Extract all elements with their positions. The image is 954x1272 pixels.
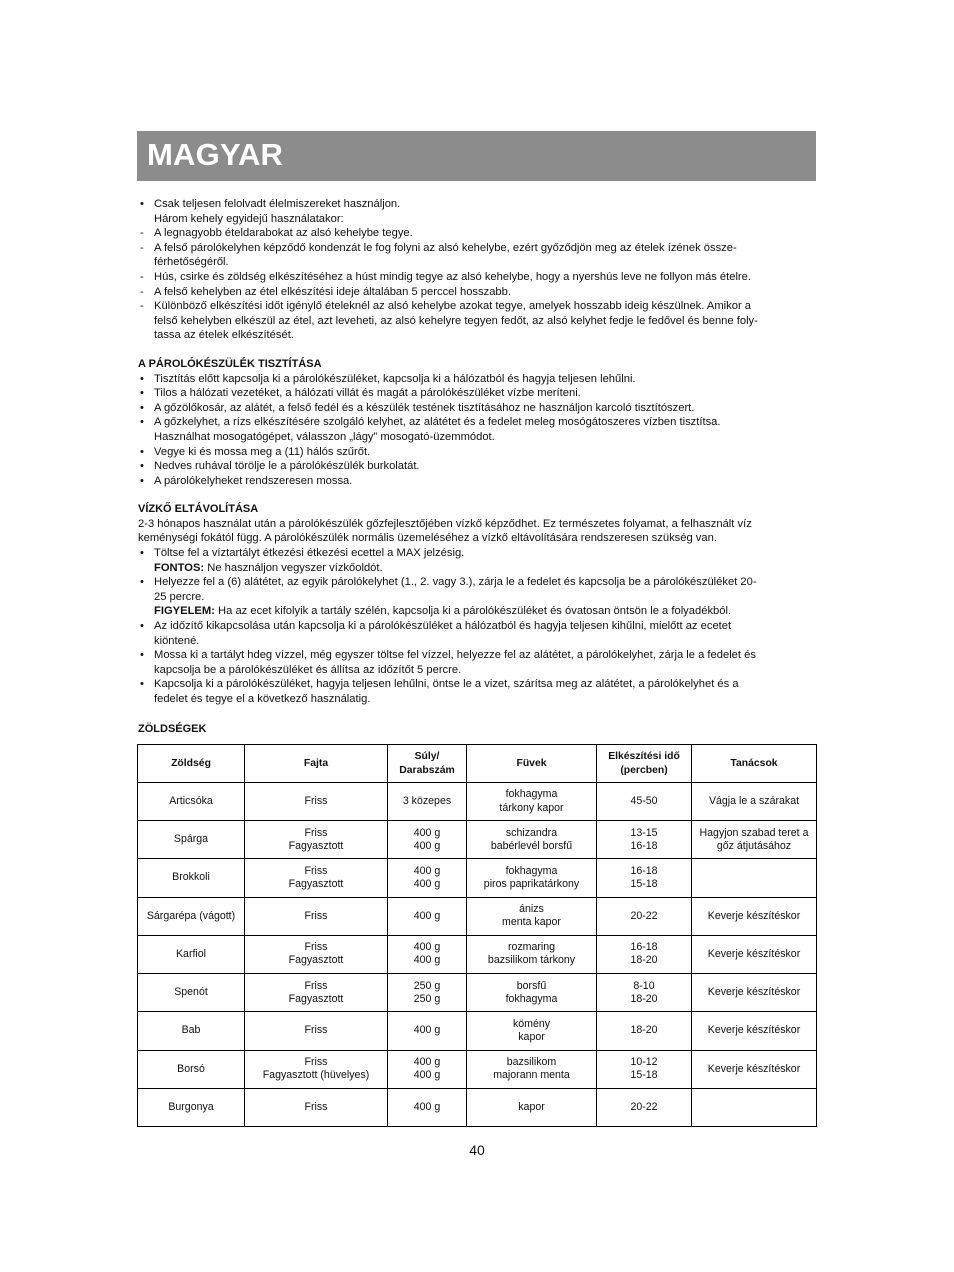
- cell-text: 8-10: [633, 979, 655, 992]
- table-cell: [597, 897, 692, 935]
- table-cell: [388, 1012, 467, 1050]
- text-line: férhetőségéről.: [154, 256, 229, 269]
- text-line: Vegye ki és mossa meg a (11) hálós szűrőt.: [154, 445, 371, 458]
- cell-text: 20-22: [630, 1100, 658, 1113]
- table-cell: [597, 974, 692, 1012]
- table-cell: [138, 821, 245, 859]
- cell-text: Friss: [304, 1100, 328, 1113]
- list-item-text: [154, 474, 814, 489]
- cell-text: rozmaring: [507, 941, 556, 954]
- text-line: Tilos a hálózati vezetéket, a hálózati villát és magát a párolókészüléket vízbe meríteni.: [154, 387, 581, 400]
- table-row: [138, 783, 817, 821]
- table-cell: [467, 1012, 597, 1050]
- text-line: Helyezze fel a (6) alátétet, az egyik párolókelyhet (1., 2. vagy 3.), zárja le a fedelet és kapcsolja be a párolókészüléket 20-: [154, 576, 757, 589]
- cell-text: Bab: [181, 1024, 201, 1037]
- header-text: Zöldség: [171, 757, 211, 769]
- header-text: Fajta: [303, 757, 329, 769]
- table-cell: [138, 897, 245, 935]
- list-item: [138, 197, 814, 226]
- list-item-text: [154, 386, 814, 401]
- cell-text: 18-20: [630, 992, 658, 1005]
- cell-text: Fagyasztott (hüvelyes): [262, 1069, 370, 1082]
- list-item: [138, 299, 814, 343]
- list-item-text: [154, 299, 814, 343]
- text-line: A gőzölőkosár, az alátét, a felső fedél és a készülék testének tisztításához ne használjon karcoló tisztítószert.: [154, 401, 695, 414]
- table-cell: [245, 974, 388, 1012]
- header-text: Tanácsok: [730, 757, 778, 769]
- table-cell: [597, 1012, 692, 1050]
- table-row: [138, 821, 817, 859]
- cell-text: 18-20: [630, 1024, 658, 1037]
- cell-text: kömény: [512, 1017, 551, 1030]
- table-cell: [467, 935, 597, 973]
- intro-line: keménységi fokától függ. A párolókészülék normális üzemeléséhez a vízkő eltávolítására rendszeresen szükség van.: [138, 532, 717, 545]
- text-line: fedelet és tegye el a következő használatig.: [154, 693, 371, 705]
- table-cell: [388, 1050, 467, 1088]
- table-cell: [597, 859, 692, 897]
- bullet-marker: •: [140, 547, 144, 560]
- list-item-text: [154, 677, 814, 706]
- table-cell: [692, 821, 817, 859]
- table-cell: [388, 821, 467, 859]
- cell-text: Borsó: [177, 1062, 205, 1075]
- bullet-marker: •: [140, 474, 144, 487]
- section-heading-descaling: VÍZKŐ ELTÁVOLÍTÁSA: [138, 503, 259, 516]
- text-line: A gőzkelyhet, a rízs elkészítésére szolgáló kelyhet, az alátétet és a fedelet meleg mosógátoszeres vízben tisztítsa.: [154, 416, 721, 429]
- list-item: [138, 415, 814, 444]
- text-line: Hús, csirke és zöldség elkészítéséhez a húst mindig tegye az alsó kehelybe, hogy a nyershús leve ne follyon más ételre.: [154, 270, 751, 283]
- important-note: [154, 561, 814, 576]
- list-item-text: [154, 575, 814, 619]
- cell-text: 10-12: [630, 1055, 658, 1068]
- table-cell: [245, 1012, 388, 1050]
- table-cell: [597, 783, 692, 821]
- cell-text: 13-15: [630, 826, 658, 839]
- bullet-marker: •: [140, 445, 144, 458]
- header-text: Füvek: [516, 757, 547, 769]
- list-item: [138, 241, 814, 270]
- bullet-marker: -: [140, 285, 144, 298]
- list-item-text: [154, 226, 814, 241]
- table-cell: [388, 859, 467, 897]
- cell-text: Fagyasztott: [288, 839, 344, 852]
- cell-text: 16-18: [630, 864, 658, 877]
- text-line: Az időzítő kikapcsolása után kapcsolja ki a párolókészüléket a hálózatból és hagyja teljesen kihűlni, mielőtt az ecetet: [154, 620, 732, 633]
- cell-text: Spárga: [173, 833, 209, 846]
- cell-text: 15-18: [630, 1069, 658, 1082]
- bullet-marker: -: [140, 300, 144, 313]
- table-cell: [467, 1050, 597, 1088]
- table-row: [138, 859, 817, 897]
- cell-text: Keverje készítéskor: [707, 909, 801, 922]
- table-cell: [597, 821, 692, 859]
- cell-text: Fagyasztott: [288, 954, 344, 967]
- table-cell: [597, 1088, 692, 1126]
- descaling-list: [138, 619, 814, 707]
- cell-text: 18-20: [630, 954, 658, 967]
- cell-text: Articsóka: [169, 795, 213, 807]
- table-cell: [467, 897, 597, 935]
- usage-list: [138, 197, 814, 343]
- cell-text: Karfiol: [175, 947, 207, 960]
- list-item: [138, 270, 814, 285]
- text-line: Mossa ki a tartályt hdeg vízzel, még egyszer töltse fel vízzel, helyezze fel az alátétet, a párolókelyhet, zárja le a fedelet és: [154, 649, 756, 662]
- cell-text: kapor: [518, 1030, 545, 1043]
- cell-text: 400 g: [413, 864, 441, 877]
- cell-text: 16-18: [630, 839, 658, 852]
- text-line: A legnagyobb ételdarabokat az alsó kehelybe tegye.: [154, 227, 413, 240]
- cell-text: fokhagyma: [505, 992, 558, 1005]
- list-item-text: [154, 459, 814, 474]
- text-line: 25 percre.: [154, 590, 205, 603]
- table-cell: [245, 783, 388, 821]
- note-text: Ne használjon vegyszer vízkőoldót.: [204, 561, 383, 574]
- table-cell: [692, 783, 817, 821]
- cell-text: 400 g: [413, 1069, 441, 1082]
- cell-text: gőz átjutásához: [716, 839, 792, 852]
- note-text: Ha az ecet kifolyik a tartály szélén, kapcsolja ki a párolókészüléket és óvatosan öntsön le a folyadékból.: [214, 605, 732, 618]
- page-number: 40: [469, 1142, 485, 1158]
- cell-text: Fagyasztott: [288, 878, 344, 891]
- bullet-marker: •: [140, 401, 144, 414]
- table-cell: [388, 897, 467, 935]
- list-item: [138, 372, 814, 387]
- table-cell: [138, 935, 245, 973]
- table-header: [138, 745, 817, 783]
- list-item-text: [154, 372, 814, 387]
- column-header: [467, 745, 597, 783]
- list-item: [138, 386, 814, 401]
- column-header: [388, 745, 467, 783]
- cell-text: 400 g: [413, 839, 441, 852]
- column-header: [138, 745, 245, 783]
- cell-text: babérlevél borsfű: [490, 839, 573, 852]
- text-line: A párolókelyheket rendszeresen mossa.: [154, 474, 353, 487]
- table-row: [138, 935, 817, 973]
- table-cell: [692, 897, 817, 935]
- bullet-marker: •: [140, 678, 144, 691]
- table-cell: [138, 1088, 245, 1126]
- cell-text: 400 g: [413, 1100, 441, 1113]
- cell-text: borsfű: [516, 979, 547, 992]
- cell-text: 400 g: [413, 878, 441, 891]
- list-item-text: [154, 648, 814, 677]
- section-heading-cleaning: A PÁROLÓKÉSZÜLÉK TISZTÍTÁSA: [138, 357, 322, 370]
- cell-text: Keverje készítéskor: [707, 947, 801, 960]
- table-cell: [692, 974, 817, 1012]
- cell-text: 400 g: [413, 1055, 441, 1068]
- table-cell: [388, 1088, 467, 1126]
- cell-text: majorann menta: [493, 1069, 570, 1082]
- title-banner: [137, 131, 816, 181]
- page-title: MAGYAR: [147, 137, 284, 172]
- table-cell: [138, 783, 245, 821]
- cell-text: piros paprikatárkony: [483, 878, 580, 891]
- table-row: [138, 897, 817, 935]
- cell-text: 16-18: [630, 941, 658, 954]
- note-label: FONTOS:: [154, 561, 205, 574]
- cell-text: 400 g: [413, 909, 441, 922]
- list-item-text: [154, 546, 814, 575]
- section-heading-vegetables: ZÖLDSÉGEK: [138, 722, 207, 735]
- bullet-marker: •: [140, 620, 144, 633]
- text-line: kapcsolja be a párolókészüléket és állítsa az időzítőt 5 percre.: [154, 663, 462, 676]
- table-cell: [692, 1012, 817, 1050]
- intro-line: 2-3 hónapos használat után a párolókészülék gőzfejlesztőjében vízkő képződhet. Ez természetes folyamat, a felhasznált víz: [138, 517, 752, 530]
- list-item: [138, 648, 814, 677]
- cell-text: Hagyjon szabad teret a: [699, 826, 809, 839]
- cell-text: Friss: [304, 1024, 328, 1037]
- text-line: A felső párolókelyhen képződő kondenzát le fog folyni az alsó kehelybe, ezért győződjön meg az ételek ízének össze-: [154, 241, 737, 254]
- cell-text: fokhagyma: [505, 864, 558, 877]
- table-row: [138, 1050, 817, 1088]
- cell-text: Keverje készítéskor: [707, 986, 801, 999]
- cell-text: bazsilikom tárkony: [487, 954, 576, 967]
- cell-text: 20-22: [630, 909, 658, 922]
- table-cell: [245, 821, 388, 859]
- text-line: Csak teljesen felolvadt élelmiszereket használjon.: [154, 198, 401, 210]
- list-item-text: [154, 415, 814, 444]
- column-header: [245, 745, 388, 783]
- bullet-marker: -: [140, 241, 144, 254]
- cell-text: Friss: [304, 795, 328, 807]
- table-cell: [692, 1088, 817, 1126]
- column-header: [597, 745, 692, 783]
- cell-text: Vágja le a szárakat: [708, 795, 800, 807]
- table-cell: [388, 783, 467, 821]
- header-text: Elkészítési idő: [608, 751, 680, 763]
- cell-text: Burgonya: [168, 1100, 214, 1113]
- text-line: Nedves ruhával törölje le a párolókészülék burkolatát.: [154, 460, 420, 473]
- list-item: [138, 619, 814, 648]
- table-cell: [692, 859, 817, 897]
- table-cell: [138, 974, 245, 1012]
- table-cell: [467, 859, 597, 897]
- cell-text: 400 g: [413, 826, 441, 839]
- table-cell: [245, 1050, 388, 1088]
- text-line: Töltse fel a víztartályt étkezési étkezési ecettel a MAX jelzésig.: [154, 547, 465, 560]
- table-cell: [245, 897, 388, 935]
- list-item-text: [154, 270, 814, 285]
- text-line: felső kehelyben elkészül az étel, azt leveheti, az alsó kehelyre tegyen fedőt, az alsó kelyhet fedje le fedővel és benne foly-: [154, 314, 758, 327]
- list-item: [138, 445, 814, 460]
- bullet-marker: •: [140, 198, 144, 210]
- list-item: [138, 474, 814, 489]
- text-line: Használhat mosogatógépet, válasszon „lágy” mosogató-üzemmódot.: [154, 430, 495, 443]
- content: [138, 197, 814, 736]
- cell-text: ánizs: [519, 903, 544, 916]
- text-line: Három kehely egyidejű használatakor:: [154, 212, 344, 225]
- table-cell: [138, 859, 245, 897]
- table-cell: [692, 935, 817, 973]
- vegetable-table: [137, 744, 817, 1127]
- list-item-text: [154, 241, 814, 270]
- table-cell: [467, 821, 597, 859]
- table-row: [138, 1088, 817, 1126]
- list-item-text: [154, 197, 814, 226]
- bullet-marker: •: [140, 372, 144, 385]
- cell-text: schizandra: [505, 826, 558, 839]
- table-cell: [597, 1050, 692, 1088]
- bullet-marker: •: [140, 576, 144, 589]
- table-cell: [467, 783, 597, 821]
- list-item: [138, 546, 814, 575]
- list-item: [138, 226, 814, 241]
- cell-text: 250 g: [413, 992, 441, 1005]
- bullet-marker: -: [140, 227, 144, 240]
- descaling-intro: [138, 517, 814, 546]
- text-line: Különböző elkészítési időt igénylő ételeknél az alsó kehelybe azokat tegye, amelyek hosszabb ideig készülnek. Amikor a: [154, 300, 752, 313]
- list-item-text: [154, 445, 814, 460]
- list-item: [138, 575, 814, 619]
- header-text: Darabszám: [399, 764, 455, 776]
- bullet-marker: •: [140, 416, 144, 429]
- list-item: [138, 401, 814, 416]
- cell-text: 3 közepes: [402, 795, 452, 807]
- cell-text: kapor: [518, 1100, 545, 1113]
- table-cell: [245, 1088, 388, 1126]
- list-item: [138, 677, 814, 706]
- header-text: Súly/: [414, 751, 440, 763]
- text-line: A felső kehelyben az étel elkészítési ideje általában 5 perccel hosszabb.: [154, 285, 511, 298]
- table-cell: [245, 859, 388, 897]
- table-cell: [388, 935, 467, 973]
- cell-text: bazsilikom: [506, 1055, 557, 1068]
- cell-text: Sárgarépa (vágott): [146, 909, 236, 922]
- cell-text: 400 g: [413, 954, 441, 967]
- cell-text: Spenót: [174, 986, 208, 999]
- cell-text: Friss: [304, 1055, 328, 1068]
- cell-text: Friss: [304, 941, 328, 954]
- list-item-text: [154, 619, 814, 648]
- cell-text: 45-50: [630, 795, 658, 807]
- cell-text: Friss: [304, 979, 328, 992]
- cell-text: menta kapor: [502, 916, 561, 929]
- table-cell: [138, 1050, 245, 1088]
- cell-text: 15-18: [630, 878, 658, 891]
- cell-text: Fagyasztott: [288, 992, 344, 1005]
- table-cell: [597, 935, 692, 973]
- table-row: [138, 1012, 817, 1050]
- text-line: Tisztítás előtt kapcsolja ki a párolókészüléket, kapcsolja ki a hálózatból és hagyja teljesen lehűlni.: [154, 372, 636, 385]
- cell-text: Friss: [304, 826, 328, 839]
- list-item-text: [154, 401, 814, 416]
- text-line: kiöntené.: [154, 634, 200, 647]
- list-item: [138, 459, 814, 474]
- cell-text: Friss: [304, 909, 328, 922]
- cell-text: tárkony kapor: [499, 801, 564, 814]
- header-text: (percben): [620, 764, 668, 776]
- cell-text: 250 g: [413, 979, 441, 992]
- cell-text: 400 g: [413, 1024, 441, 1037]
- text-line: tassa az ételek elkészítését.: [154, 329, 294, 342]
- column-header: [692, 745, 817, 783]
- warning-note: [154, 604, 814, 619]
- cell-text: Keverje készítéskor: [707, 1024, 801, 1037]
- table-body: [138, 783, 817, 1127]
- note-label: FIGYELEM:: [154, 605, 215, 618]
- cell-text: fokhagyma: [505, 788, 558, 801]
- table-cell: [467, 974, 597, 1012]
- bullet-marker: •: [140, 649, 144, 662]
- table-cell: [138, 1012, 245, 1050]
- text-line: Kapcsolja ki a párolókészüléket, hagyja teljesen lehűlni, öntse le a vizet, szárítsa meg az alátétet, a párolókelyhet és a: [154, 678, 739, 691]
- header-row: [138, 745, 817, 783]
- list-item-text: [154, 285, 814, 300]
- cell-text: 400 g: [413, 941, 441, 954]
- cleaning-list: [138, 372, 814, 489]
- list-item: [138, 285, 814, 300]
- table-row: [138, 974, 817, 1012]
- cell-text: Brokkoli: [172, 871, 210, 884]
- table-cell: [388, 974, 467, 1012]
- table-cell: [245, 935, 388, 973]
- table-cell: [467, 1088, 597, 1126]
- bullet-marker: •: [140, 460, 144, 473]
- bullet-marker: -: [140, 270, 144, 283]
- cell-text: Keverje készítéskor: [707, 1062, 801, 1075]
- bullet-marker: •: [140, 387, 144, 400]
- cell-text: Friss: [304, 864, 328, 877]
- table-cell: [692, 1050, 817, 1088]
